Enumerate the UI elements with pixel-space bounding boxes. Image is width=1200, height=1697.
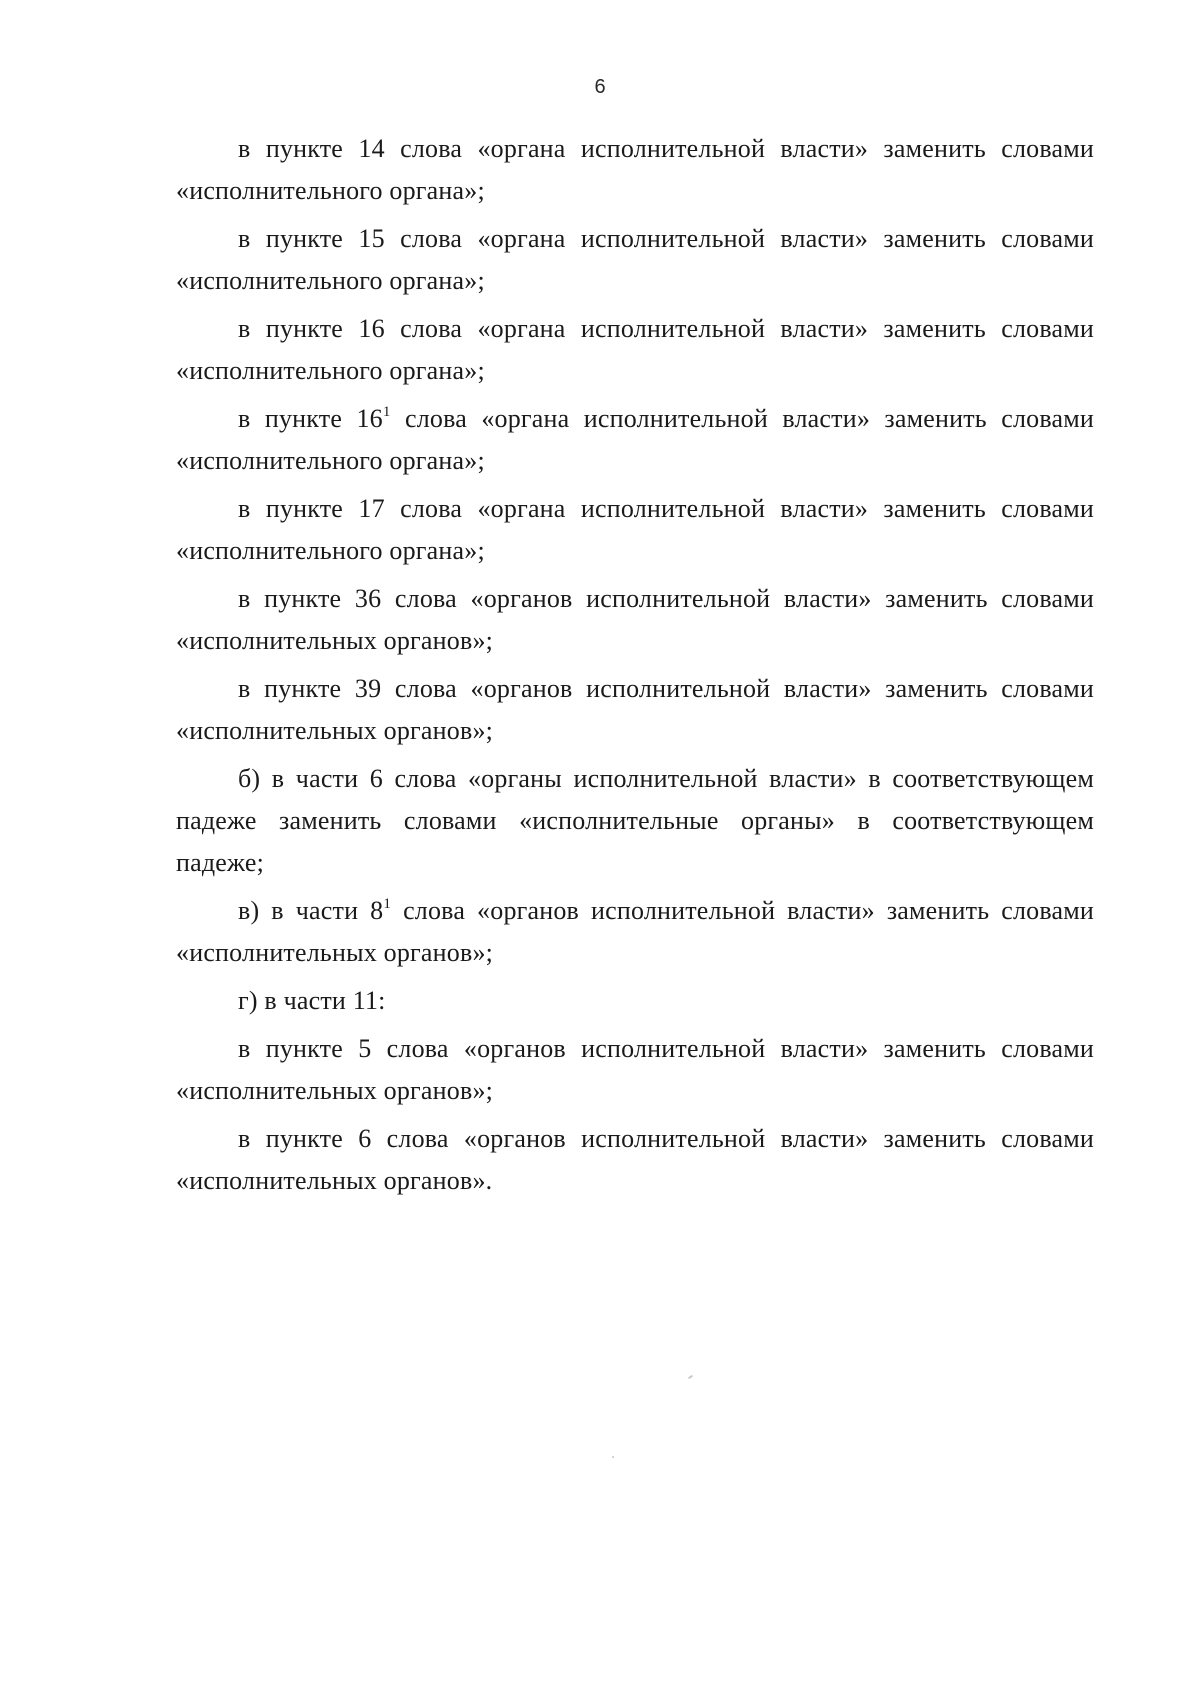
amendment-item-39	[176, 668, 1094, 752]
scan-artifact	[688, 1375, 693, 1380]
scan-artifact	[612, 1456, 614, 1458]
paragraph-text: в пункте 15 слова «органа исполнительной власти» заменить словами «исполнительного органа»;	[176, 224, 1094, 295]
superscript-index: 1	[382, 404, 391, 420]
paragraph-text: в пункте 39 слова «органов исполнительной власти» заменить словами «исполнительных органов»;	[176, 674, 1094, 745]
amendment-item-16-1	[176, 398, 1094, 482]
paragraph-text: в пункте 17 слова «органа исполнительной власти» заменить словами «исполнительного органа»;	[176, 494, 1094, 565]
page-number: 6	[594, 76, 606, 98]
paragraph-text: б) в части 6 слова «органы исполнительной власти» в соответствующем падеже заменить словами «исполнительные органы» в соответствующем падеже;	[176, 764, 1094, 877]
paragraph-text: в) в части 8	[238, 896, 384, 925]
amendment-part-11-item-6	[176, 1118, 1094, 1202]
paragraph-text-continued: слова «органов исполнительной власти» заменить словами «исполнительных органов»;	[176, 896, 1095, 967]
paragraph-text: в пункте 6 слова «органов исполнительной власти» заменить словами «исполнительных органов».	[176, 1124, 1094, 1195]
paragraph-text: г) в части 11:	[238, 986, 386, 1015]
paragraph-text: в пункте 16 слова «органа исполнительной власти» заменить словами «исполнительного органа»;	[176, 314, 1094, 385]
amendment-part-6	[176, 758, 1094, 884]
amendment-part-11-item-5	[176, 1028, 1094, 1112]
paragraph-text: в пункте 5 слова «органов исполнительной власти» заменить словами «исполнительных органов»;	[176, 1034, 1094, 1105]
paragraph-text: в пункте 16	[238, 404, 383, 433]
amendment-item-14	[176, 128, 1094, 212]
paragraph-text: в пункте 14 слова «органа исполнительной власти» заменить словами «исполнительного органа»;	[176, 134, 1094, 205]
paragraph-text: в пункте 36 слова «органов исполнительной власти» заменить словами «исполнительных органов»;	[176, 584, 1094, 655]
amendment-part-8-1	[176, 890, 1094, 974]
amendment-item-36	[176, 578, 1094, 662]
document-body	[176, 128, 1094, 1208]
paragraph-text-continued: слова «органа исполнительной власти» заменить словами «исполнительного органа»;	[176, 404, 1094, 475]
amendment-item-16	[176, 308, 1094, 392]
amendment-item-15	[176, 218, 1094, 302]
amendment-item-17	[176, 488, 1094, 572]
superscript-index: 1	[383, 896, 392, 912]
amendment-part-11	[176, 980, 1094, 1022]
